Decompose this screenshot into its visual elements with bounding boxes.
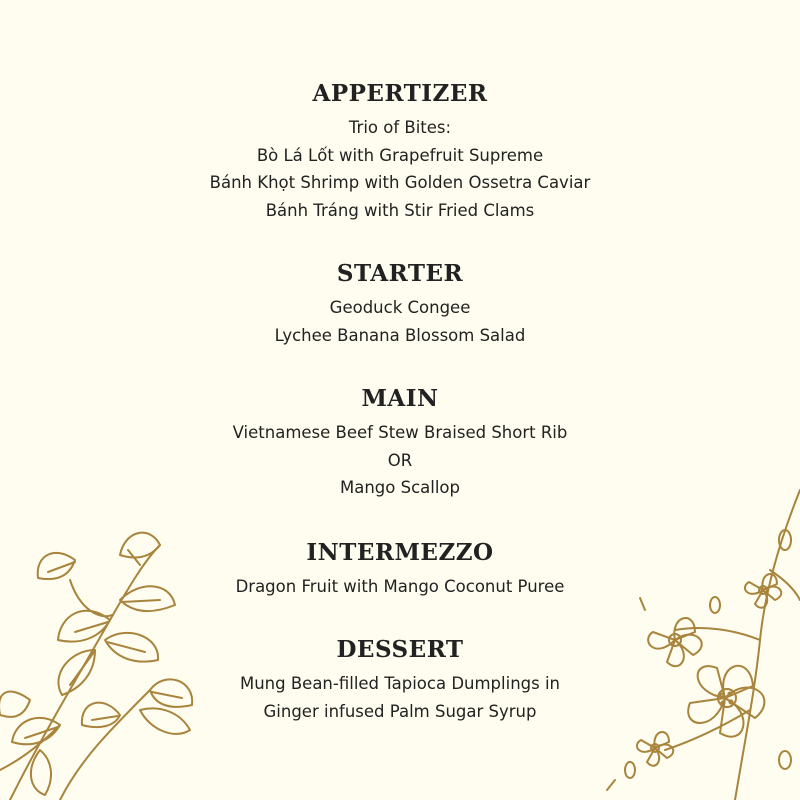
menu-section-appetizer <box>0 80 800 224</box>
menu-section-starter <box>0 260 800 349</box>
section-heading: DESSERT <box>336 636 464 663</box>
menu-item: Bánh Khọt Shrimp with Golden Ossetra Caviar <box>209 173 591 192</box>
section-heading: INTERMEZZO <box>306 539 494 566</box>
menu-item: Mango Scallop <box>339 478 460 497</box>
menu-item: Vietnamese Beef Stew Braised Short Rib <box>232 423 568 442</box>
menu-item: Lychee Banana Blossom Salad <box>274 325 526 345</box>
section-heading: MAIN <box>361 385 439 412</box>
menu-item: Bánh Tráng with Stir Fried Clams <box>265 200 535 220</box>
menu-item: Ginger infused Palm Sugar Syrup <box>263 701 537 721</box>
menu-item: OR <box>387 450 413 470</box>
section-heading: APPERTIZER <box>312 80 488 107</box>
menu-section-dessert <box>0 636 800 725</box>
menu-section-intermezzo <box>0 539 800 601</box>
menu-item: Bò Lá Lốt with Grapefruit Supreme <box>256 145 544 165</box>
section-heading: STARTER <box>336 260 464 287</box>
menu-item: Trio of Bites: <box>348 118 452 137</box>
menu-section-main <box>0 385 800 502</box>
menu-item: Mung Bean-filled Tapioca Dumplings in <box>239 674 561 693</box>
menu-item: Geoduck Congee <box>329 298 471 317</box>
menu-item: Dragon Fruit with Mango Coconut Puree <box>235 577 565 596</box>
